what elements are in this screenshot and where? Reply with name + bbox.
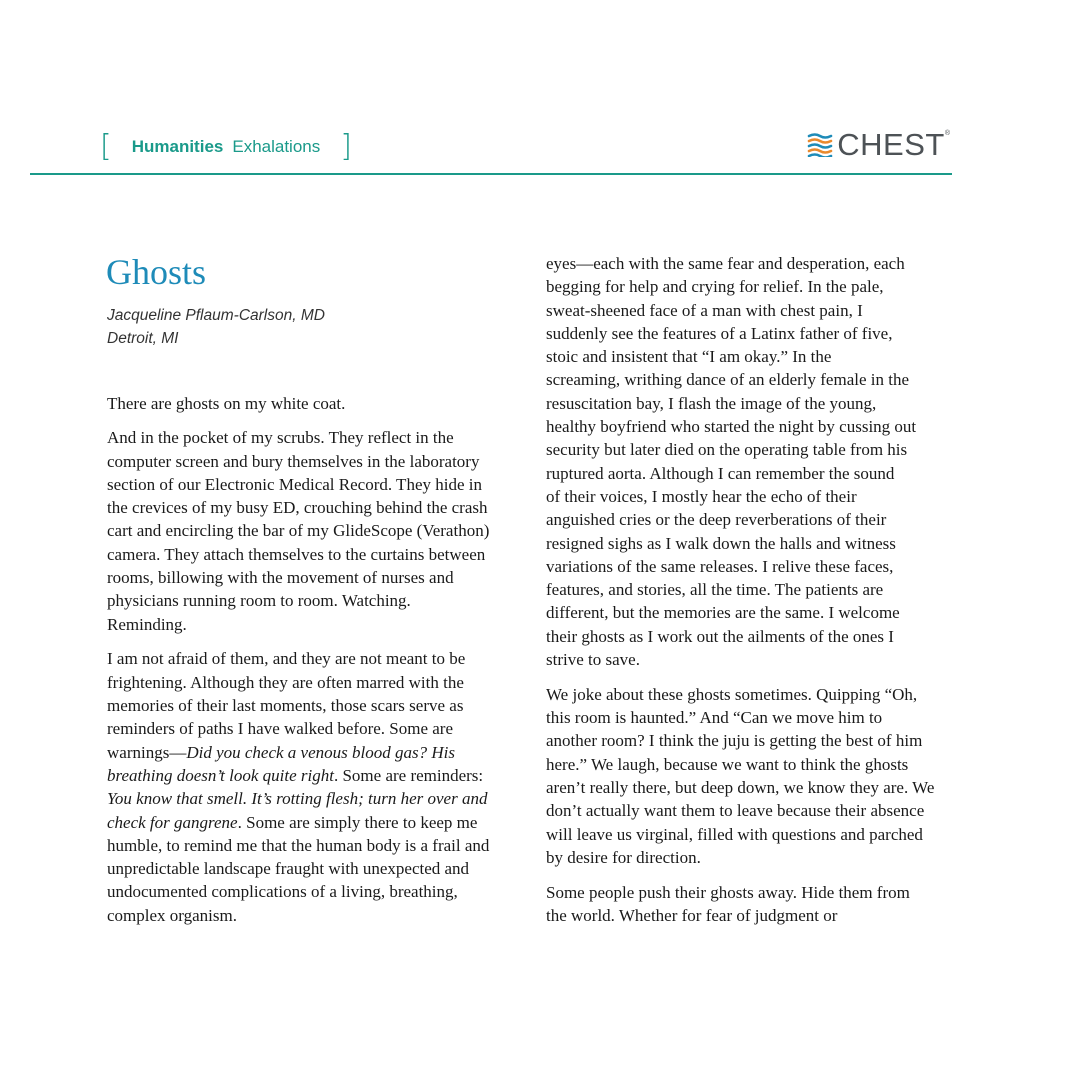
italic-quote: You know that smell. It’s rotting flesh; turn her over and bbox=[107, 789, 488, 809]
text-line: by desire for direction. bbox=[546, 847, 701, 867]
section-secondary-label: Exhalations bbox=[232, 137, 321, 156]
text-line bbox=[107, 811, 517, 834]
text-line: another room? I think the juju is getting the best of him bbox=[546, 731, 923, 751]
text-line: humble, to remind me that the human body is a frail and bbox=[107, 835, 490, 855]
author-name: Jacqueline Pflaum-Carlson, MD bbox=[107, 307, 325, 324]
text-line: the crevices of my busy ED, crouching behind the crash bbox=[107, 498, 488, 518]
logo-wordmark: CHEST bbox=[837, 126, 945, 162]
text-line: Reminding. bbox=[107, 614, 187, 634]
text-line: section of our Electronic Medical Record. They hide in bbox=[107, 474, 482, 494]
text-run: . Some are reminders: bbox=[333, 765, 484, 785]
text-line: of their voices, I mostly hear the echo of their bbox=[546, 486, 857, 506]
text-line: memories of their last moments, those scars serve as bbox=[107, 696, 464, 716]
text-line: complex organism. bbox=[107, 905, 237, 925]
text-line: I am not afraid of them, and they are not meant to be bbox=[107, 649, 466, 669]
text-line: features, and stories, all the time. The patients are bbox=[546, 580, 884, 600]
text-line: Some people push their ghosts away. Hide them from bbox=[546, 882, 910, 902]
text-line: There are ghosts on my white coat. bbox=[107, 394, 346, 413]
text-line bbox=[107, 764, 517, 787]
text-line: ruptured aorta. Although I can remember the sound bbox=[546, 463, 895, 483]
italic-quote: Did you check a venous blood gas? His bbox=[186, 742, 455, 762]
text-line: this room is haunted.” And “Can we move him to bbox=[546, 708, 883, 728]
text-line: security but later died on the operating table from his bbox=[546, 440, 908, 460]
text-line bbox=[107, 741, 517, 764]
open-bracket: [ bbox=[100, 129, 112, 164]
registered-mark-icon: ® bbox=[944, 130, 950, 137]
close-bracket: ] bbox=[340, 129, 352, 164]
text-line: physicians running room to room. Watching. bbox=[107, 591, 411, 611]
chest-stripes-icon bbox=[807, 131, 833, 157]
text-line: screaming, writhing dance of an elderly female in the bbox=[546, 370, 909, 390]
article-title: Ghosts bbox=[106, 252, 207, 292]
italic-quote: check for gangrene bbox=[107, 812, 238, 832]
byline bbox=[107, 304, 325, 350]
text-line: cart and encircling the bar of my GlideScope (Verathon) bbox=[107, 521, 490, 541]
text-line: aren’t really there, but deep down, we know they are. We bbox=[546, 778, 935, 798]
text-line: the world. Whether for fear of judgment or bbox=[546, 906, 838, 926]
text-line: here.” We laugh, because we want to think the ghosts bbox=[546, 754, 909, 774]
text-line: begging for help and crying for relief. In the pale, bbox=[546, 277, 884, 297]
text-line: unpredictable landscape fraught with unexpected and bbox=[107, 859, 470, 879]
paragraph bbox=[107, 392, 517, 415]
text-run: warnings— bbox=[107, 742, 187, 762]
right-column bbox=[546, 252, 958, 939]
section-primary-label: Humanities bbox=[131, 137, 224, 156]
text-line: different, but the memories are the same. I welcome bbox=[546, 603, 900, 623]
text-line: suddenly see the features of a Latinx father of five, bbox=[546, 323, 893, 343]
text-line: resuscitation bay, I flash the image of the young, bbox=[546, 393, 877, 413]
paragraph bbox=[546, 881, 958, 928]
header-divider bbox=[30, 173, 952, 175]
text-line: strive to save. bbox=[546, 650, 640, 670]
paragraph bbox=[546, 683, 958, 869]
text-line: don’t actually want them to leave because their absence bbox=[546, 801, 925, 821]
text-line: computer screen and bury themselves in the laboratory bbox=[107, 451, 480, 471]
section-tag bbox=[100, 130, 352, 164]
text-line bbox=[107, 787, 517, 810]
text-line: will leave us virginal, filled with questions and parched bbox=[546, 824, 923, 844]
text-line: rooms, billowing with the movement of nurses and bbox=[107, 568, 454, 588]
text-line: undocumented complications of a living, breathing, bbox=[107, 882, 458, 902]
paragraph bbox=[107, 426, 517, 636]
text-line: resigned sighs as I walk down the halls and witness bbox=[546, 533, 896, 553]
paragraph bbox=[546, 252, 958, 671]
text-run: . Some are simply there to keep me bbox=[237, 812, 478, 832]
text-line: reminders of paths I have walked before. Some are bbox=[107, 719, 454, 739]
text-line: We joke about these ghosts sometimes. Quipping “Oh, bbox=[546, 684, 918, 704]
text-line: their ghosts as I work out the ailments of the ones I bbox=[546, 626, 894, 646]
text-line: anguished cries or the deep reverberations of their bbox=[546, 510, 887, 530]
left-column bbox=[107, 392, 517, 939]
text-line: frightening. Although they are often marred with the bbox=[107, 672, 464, 692]
chest-logo bbox=[807, 126, 950, 162]
paragraph bbox=[107, 647, 517, 927]
text-line: variations of the same releases. I relive these faces, bbox=[546, 556, 894, 576]
text-line: camera. They attach themselves to the curtains between bbox=[107, 544, 486, 564]
text-line: And in the pocket of my scrubs. They reflect in the bbox=[107, 428, 454, 448]
italic-quote: breathing doesn’t look quite right bbox=[107, 765, 334, 785]
text-line: sweat-sheened face of a man with chest pain, I bbox=[546, 300, 863, 320]
text-line: eyes—each with the same fear and desperation, each bbox=[546, 254, 905, 273]
text-line: stoic and insistent that “I am okay.” In the bbox=[546, 347, 832, 367]
author-location: Detroit, MI bbox=[107, 330, 179, 347]
text-line: healthy boyfriend who started the night by cussing out bbox=[546, 417, 917, 437]
